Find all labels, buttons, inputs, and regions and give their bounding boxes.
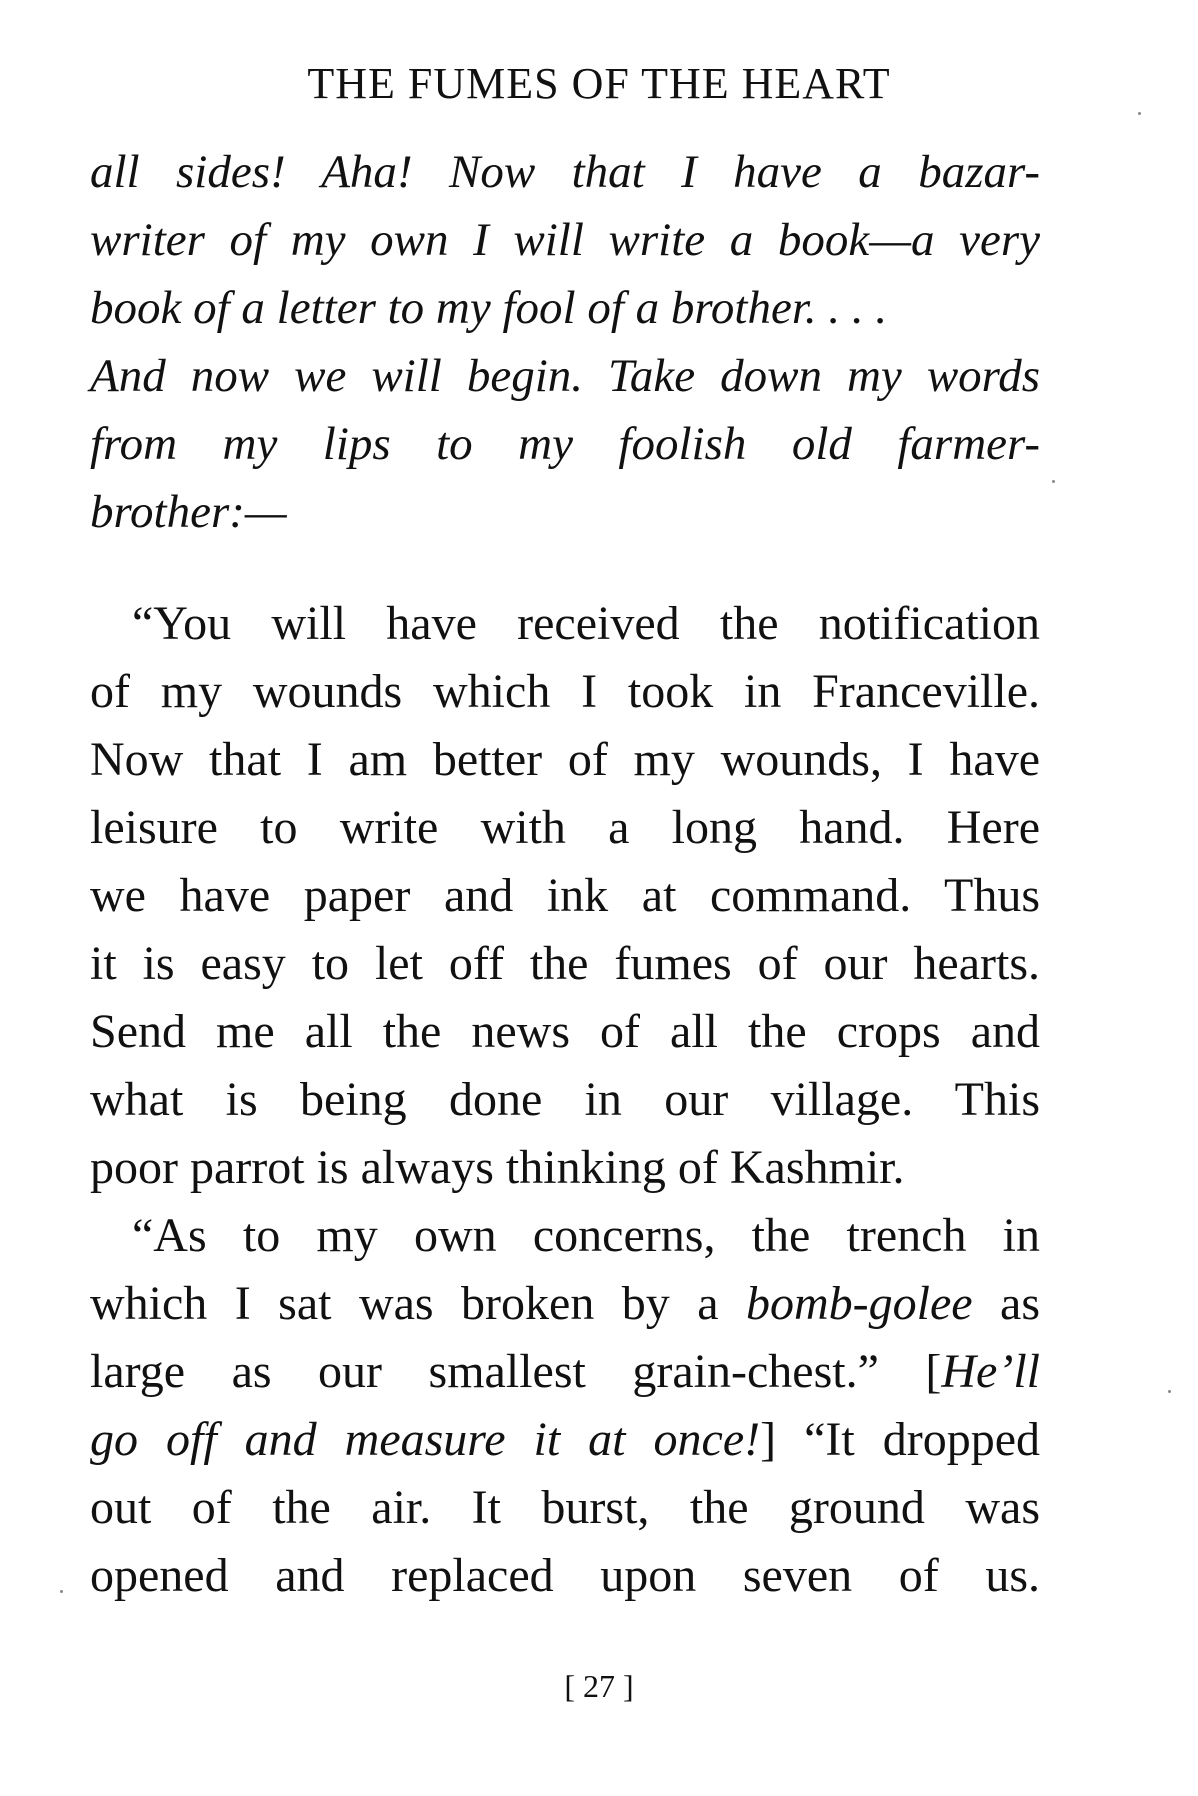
text-segment: large as our smallest grain-chest.” [: [90, 1345, 942, 1398]
text-line: [90, 1270, 1040, 1338]
text-line: of my wounds which I took in Franceville.: [90, 665, 1040, 718]
text-line: out of the air. It burst, the ground was: [90, 1481, 1040, 1534]
text-line: And now we will begin. Take down my words: [90, 350, 1040, 402]
text-segment: as: [972, 1277, 1040, 1330]
italic-aside: He’ll: [941, 1345, 1040, 1398]
paper-speck: [60, 1590, 63, 1593]
paper-speck: [1138, 112, 1141, 115]
text-segment: which I sat was broken by a: [90, 1277, 746, 1330]
text-line: “As to my own concerns, the trench in: [132, 1209, 1040, 1262]
text-line: all sides! Aha! Now that I have a bazar-: [90, 146, 1040, 198]
page-number: [ 27 ]: [564, 1668, 634, 1704]
text-line: we have paper and ink at command. Thus: [90, 869, 1040, 922]
text-line: from my lips to my foolish old farmer-: [90, 418, 1040, 470]
italic-passage: [90, 138, 1040, 546]
text-line: poor parrot is always thinking of Kashmir.: [90, 1141, 905, 1194]
text-line: Send me all the news of all the crops and: [90, 1005, 1040, 1058]
text-line: brother:—: [90, 486, 287, 538]
running-head: THE FUMES OF THE HEART: [307, 59, 891, 108]
text-line: leisure to write with a long hand. Here: [90, 801, 1040, 854]
italic-term: bomb-golee: [745, 1277, 973, 1330]
italic-aside: go off and measure it at once!: [90, 1413, 761, 1466]
text-segment: ] “It dropped: [760, 1413, 1040, 1466]
text-line: it is easy to let off the fumes of our hearts.: [90, 937, 1040, 990]
paper-speck: [1052, 480, 1055, 483]
paper-speck: [1168, 1390, 1171, 1393]
text-line: opened and replaced upon seven of us.: [90, 1549, 1040, 1602]
text-line: [90, 1338, 1040, 1406]
text-line: Now that I am better of my wounds, I have: [90, 733, 1040, 786]
text-line: [90, 1406, 1040, 1474]
text-line: book of a letter to my fool of a brother. . . .: [90, 282, 888, 334]
text-line: writer of my own I will write a book—a very: [90, 214, 1040, 266]
text-line: what is being done in our village. This: [90, 1073, 1040, 1126]
letter-passage: [90, 590, 1040, 1610]
text-line: “You will have received the notification: [132, 597, 1040, 650]
